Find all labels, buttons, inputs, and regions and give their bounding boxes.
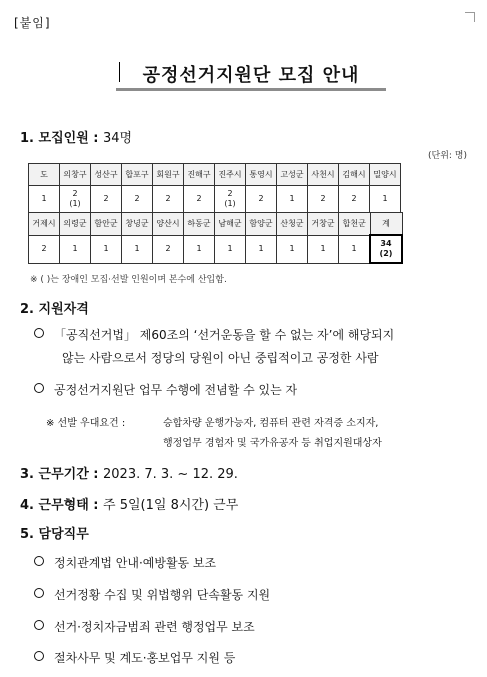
cell-count: 34	[380, 239, 392, 248]
qualification-item-1: 「공직선거법」 제60조의 ‘선거운동을 할 수 없는 자’에 해당되지	[34, 326, 394, 343]
table-header-cell: 성산구	[91, 164, 122, 186]
bullet-circle-icon	[34, 651, 44, 661]
section-title: 담당직무	[38, 527, 89, 542]
table-value-cell	[153, 186, 184, 213]
quota-table-row-2	[28, 212, 403, 264]
duty-item: 선거·정치자금범죄 관련 행정업무 보조	[34, 618, 255, 635]
section-number: 1.	[20, 131, 34, 146]
unit-note: (단위: 명)	[428, 151, 467, 161]
cell-count: 2	[72, 189, 78, 198]
table-header-cell: 함안군	[91, 213, 122, 236]
section-4-heading	[20, 494, 238, 513]
cell-count: 1	[320, 244, 326, 253]
cell-count: 1	[103, 244, 109, 253]
table-header-cell: 의창구	[60, 164, 91, 186]
title-box	[116, 55, 386, 91]
table-value-cell	[370, 186, 401, 213]
table-header-cell: 거창군	[308, 213, 339, 236]
table-value-cell	[215, 186, 246, 213]
section-number: 2.	[20, 302, 34, 317]
duty-item: 절차사무 및 계도·홍보업무 지원 등	[34, 649, 235, 666]
cell-count: 1	[289, 194, 295, 203]
cell-count: 2	[227, 189, 233, 198]
table-footnote: ※ ( )는 장애인 모집·선발 인원이며 본수에 산입함.	[30, 275, 227, 285]
duty-item: 선거정황 수집 및 위법행위 단속활동 지원	[34, 586, 270, 603]
qualification-item-2: 공정선거지원단 업무 수행에 전념할 수 있는 자	[34, 381, 297, 398]
table-value-cell	[60, 235, 91, 263]
table-header-cell: 진주시	[215, 164, 246, 186]
table-value-cell	[339, 186, 370, 213]
table-value-cell	[308, 186, 339, 213]
work-type: 주 5일(1일 8시간) 근무	[103, 498, 239, 513]
preference-label: ※ 선발 우대요건 :	[46, 418, 126, 429]
cell-count: 1	[196, 244, 202, 253]
table-value-cell	[370, 235, 402, 263]
section-title: 근무형태 :	[38, 498, 99, 513]
section-number: 4.	[20, 498, 34, 513]
table-value-cell	[122, 186, 153, 213]
cell-count: 2	[103, 194, 109, 203]
table-value-cell	[29, 186, 60, 213]
cell-count: 1	[351, 244, 357, 253]
table-value-cell	[91, 186, 122, 213]
table-header-cell: 고성군	[277, 164, 308, 186]
cell-count: 2	[165, 244, 171, 253]
cell-count: 2	[320, 194, 326, 203]
table-header-cell: 의령군	[60, 213, 91, 236]
bullet-circle-icon	[34, 620, 44, 630]
section-number: 3.	[20, 467, 34, 482]
bullet-circle-icon	[34, 328, 44, 338]
cell-count: 2	[41, 244, 47, 253]
section-title: 모집인원 :	[38, 131, 99, 146]
bullet-circle-icon	[34, 383, 44, 393]
table-header-cell: 회원구	[153, 164, 184, 186]
cell-count: 2	[134, 194, 140, 203]
table-value-cell	[215, 235, 246, 263]
bullet-circle-icon	[34, 556, 44, 566]
table-value-cell	[308, 235, 339, 263]
cell-count: 1	[134, 244, 140, 253]
cell-count: 1	[72, 244, 78, 253]
table-header-cell: 도	[29, 164, 60, 186]
cell-count: 1	[227, 244, 233, 253]
table-header-cell: 창녕군	[122, 213, 153, 236]
table-value-cell	[339, 235, 371, 263]
page-title: 공정선거지원단 모집 안내	[142, 65, 360, 86]
section-3-heading	[20, 463, 238, 482]
page-corner-mark	[465, 12, 475, 22]
table-value-cell	[29, 235, 60, 263]
table-header-cell: 합포구	[122, 164, 153, 186]
table-header-cell: 합천군	[339, 213, 371, 236]
table-header-cell: 진해구	[184, 164, 215, 186]
table-header-cell: 밀양시	[370, 164, 401, 186]
table-header-cell: 하동군	[184, 213, 215, 236]
section-5-heading	[20, 523, 89, 542]
table-value-cell	[277, 186, 308, 213]
table-header-cell: 산청군	[277, 213, 308, 236]
table-value-cell	[122, 235, 153, 263]
table-header-cell: 계	[370, 213, 402, 236]
cell-count: 1	[41, 194, 47, 203]
cell-count: 2	[165, 194, 171, 203]
table-header-cell: 통영시	[246, 164, 277, 186]
table-value-cell	[91, 235, 122, 263]
cell-disabled-count: (2)	[379, 249, 393, 258]
section-2-heading	[20, 298, 89, 317]
bullet-circle-icon	[34, 588, 44, 598]
table-header-cell: 남해군	[215, 213, 246, 236]
section-title: 근무기간 :	[38, 467, 99, 482]
cell-count: 2	[258, 194, 264, 203]
duty-item: 정치관계법 안내·예방활동 보조	[34, 554, 216, 571]
section-1-heading	[20, 127, 132, 146]
table-header-cell: 함양군	[246, 213, 277, 236]
table-value-cell	[277, 235, 308, 263]
cell-disabled-count: (1)	[224, 199, 236, 208]
attachment-label: [붙임]	[14, 16, 51, 30]
cell-count: 2	[351, 194, 357, 203]
table-header-cell: 김해시	[339, 164, 370, 186]
section-title: 지원자격	[38, 302, 89, 317]
cell-count: 1	[289, 244, 295, 253]
table-value-cell	[184, 235, 215, 263]
table-header-cell: 거제시	[29, 213, 60, 236]
qualification-item-1-cont: 않는 사람으로서 정당의 당원이 아닌 중립적이고 공정한 사람	[62, 351, 379, 365]
preference-line-2: 행정업무 경험자 및 국가유공자 등 취업지원대상자	[163, 438, 382, 449]
preference-line-1: 승합차량 운행가능자, 컴퓨터 관련 자격증 소지자,	[163, 418, 379, 429]
recruit-count: 34명	[103, 131, 133, 146]
table-value-cell	[246, 186, 277, 213]
table-header-cell: 양산시	[153, 213, 184, 236]
table-value-cell	[153, 235, 184, 263]
quota-table-row-1	[28, 163, 401, 213]
cell-disabled-count: (1)	[69, 199, 81, 208]
cell-count: 1	[258, 244, 264, 253]
table-value-cell	[246, 235, 277, 263]
section-number: 5.	[20, 527, 34, 542]
table-value-cell	[184, 186, 215, 213]
table-value-cell	[60, 186, 91, 213]
work-period: 2023. 7. 3. ~ 12. 29.	[103, 467, 238, 482]
cell-count: 1	[382, 194, 388, 203]
title-underline	[116, 88, 386, 91]
cell-count: 2	[196, 194, 202, 203]
table-header-cell: 사천시	[308, 164, 339, 186]
